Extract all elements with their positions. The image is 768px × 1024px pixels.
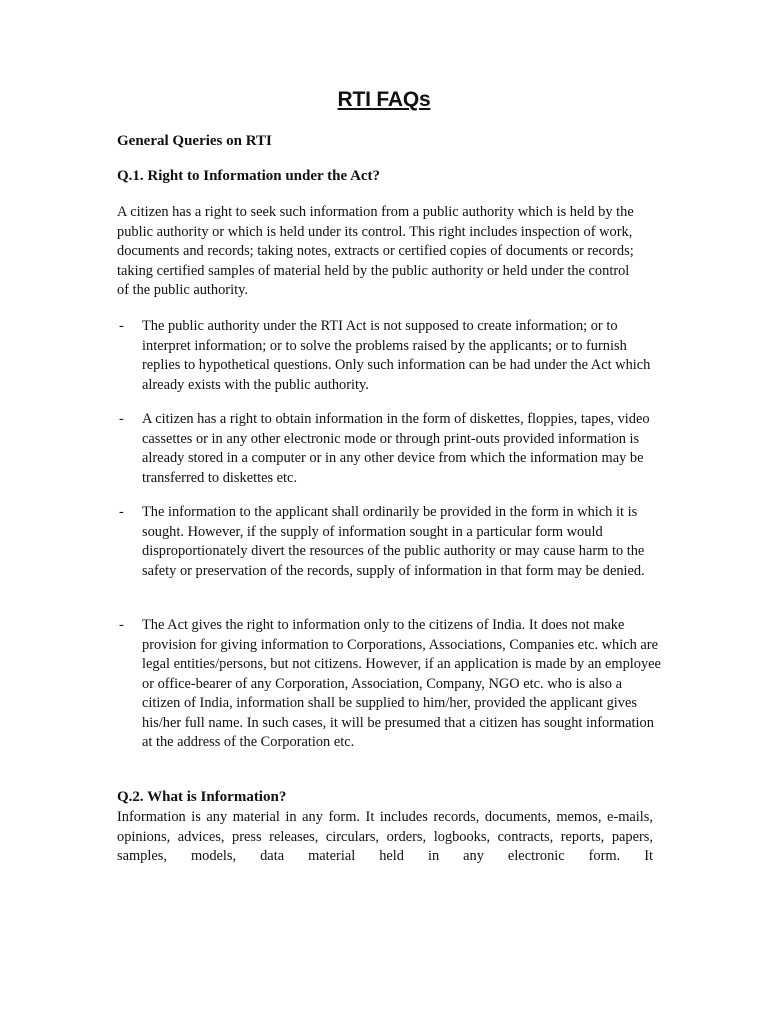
bullet-text: The information to the applicant shall ordinarily be provided in the form in which it is sought. However, if the supply of information sought in a particular form would disproportionately divert the resources of the public authority or may cause harm to the safety or preservation of the records, supply of information in that form may be denied. [142,504,645,579]
bullet-text: The public authority under the RTI Act is not supposed to create information; or to interpret information; or to solve the problems raised by the applicants; or to furnish replies to hypothetical questions. Only such information can be had under the Act which already exists with the public authority. [142,318,651,393]
section-heading: General Queries on RTI [117,133,272,149]
bullet-marker: - [119,504,124,520]
question-2-heading: Q.2. What is Information? [117,789,287,805]
bullet-text: A citizen has a right to obtain information in the form of diskettes, floppies, tapes, video cassettes or in any other electronic mode or through print-outs provided information is already stored in a computer or in any other device from which the information may be transferred to diskettes etc. [142,411,650,486]
bullet-marker: - [119,617,124,633]
question-1-intro: A citizen has a right to seek such information from a public authority which is held by the public authority or which is held under its control. This right includes inspection of work, documents and records; taking notes, extracts or certified copies of documents or records; taking certified samples of material held by the public authority or held under the control of the public authority. [117,204,634,298]
question-2-body: Information is any material in any form. It includes records, documents, memos, e-mails, opinions, advices, press releases, circulars, orders, logbooks, contracts, reports, papers, samples, models, data material held in any electronic form. It [117,809,653,864]
bullet-marker: - [119,318,124,334]
page-title: RTI FAQs [337,88,431,111]
bullet-text: The Act gives the right to information only to the citizens of India. It does not make provision for giving information to Corporations, Associations, Companies etc. which are legal entities/persons, but not citizens. However, if an application is made by an employee or office-bearer of any Corporation, Association, Company, NGO etc. who is also a citizen of India, information shall be supplied to him/her, provided the applicant gives his/her full name. In such cases, it will be presumed that a citizen has sought information at the address of the Corporation etc. [142,617,661,750]
question-1-heading: Q.1. Right to Information under the Act? [117,168,381,184]
bullet-marker: - [119,411,124,427]
